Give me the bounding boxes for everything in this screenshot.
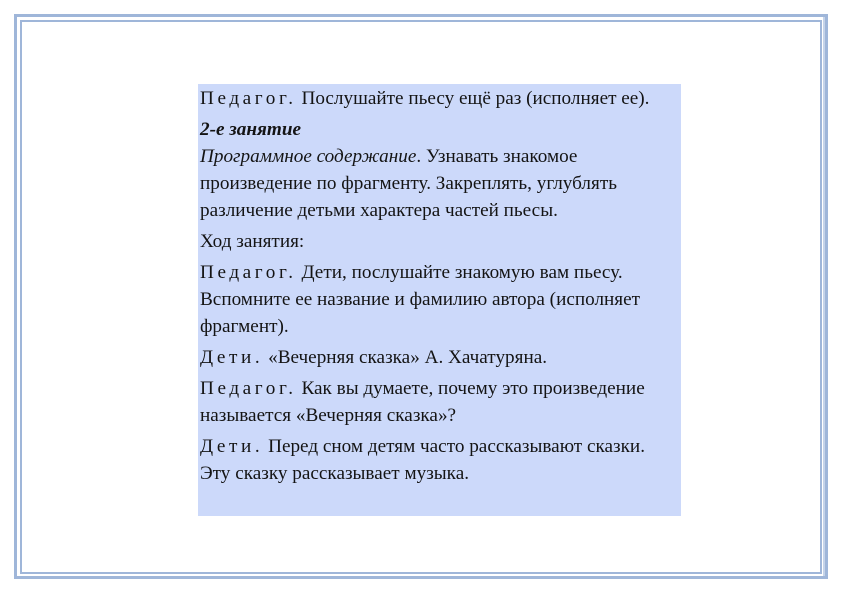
speaker-label: Дети. xyxy=(200,347,264,368)
speaker-label: Педагог. xyxy=(200,88,297,109)
paragraph-teacher-3 xyxy=(200,375,679,429)
lesson-heading: 2-е занятие xyxy=(200,119,302,140)
paragraph-children-2 xyxy=(200,433,679,487)
paragraph-teacher-2 xyxy=(200,259,679,340)
paragraph-children-1 xyxy=(200,344,679,371)
paragraph-text: Как вы думаете, почему это произведение называется «Вечерняя сказка»? xyxy=(200,378,645,426)
paragraph-program-content xyxy=(200,143,679,224)
speaker-label: Педагог. xyxy=(200,262,297,283)
speaker-label: Дети. xyxy=(200,436,264,457)
speaker-label: Педагог. xyxy=(200,378,297,399)
text-block xyxy=(198,84,681,516)
paragraph-text: Дети, послушайте знакомую вам пьесу. Вспомните ее название и фамилию автора (исполняет фрагмент). xyxy=(200,262,641,337)
paragraph-text: «Вечерняя сказка» А. Хачатуряна. xyxy=(263,347,548,368)
program-content-label: Программное содержание xyxy=(200,146,417,167)
paragraph-text: . Узнавать знакомое произведение по фрагменту. Закреплять, углублять различение детьми характера частей пьесы. xyxy=(200,146,617,221)
paragraph-text: Ход занятия: xyxy=(200,231,305,252)
paragraph-text: Перед сном детям часто рассказывают сказки. Эту сказку рассказывает музыка. xyxy=(200,436,645,484)
paragraph-lesson-course xyxy=(200,228,679,255)
paragraph-teacher-1 xyxy=(200,85,679,112)
paragraph-text: Послушайте пьесу ещё раз (исполняет ее). xyxy=(296,88,650,109)
